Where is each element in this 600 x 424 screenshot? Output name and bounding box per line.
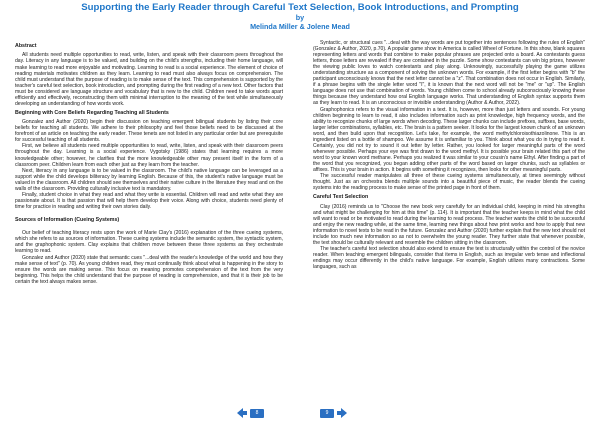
- next-arrow-icon[interactable]: [336, 407, 348, 419]
- byline-by: by: [295, 13, 305, 22]
- page-header: [0, 2, 600, 31]
- paragraph: Syntactic, or structural cues "...deal with the way words are put together into sentences following the rules of English" (Gonzalez & Author, 2020, p.70). A popular game show in America is called Wheel of Fortune. In this show, blank squares representing letters and words that combine to make popular phrases are projected onto a board. As contestants guess letters, those letters are revealed if they are contained in the puzzle. Some show contestants can win big prizes, however the viewing public loves to watch contestants and play along. Unknowingly, successfully playing the game utilizes understanding structure as a component of solving the unknown words. For example, if the first letter begins with "b" the participant unconsciously knows that the next letter cannot be a "z". That combination does not occur in English. Similarly, if a phrase begins with the single letter word "I", it is known that the next word will not be "me" or "up". The English language does not use that combination of words. Young children come to school already subconsciously knowing these things because they understand how oral English language works. That understanding of English syntax supports them as they learn to read. It is an unconscious or invisible understanding (Author & Author, 2022).: [313, 40, 585, 107]
- paragraph: The teacher's careful text selection should also extend to ensure the text is structurally within the control of the novice reader. When teaching emergent bilinguals, consider that items in English, such as irregular verb tense and inflectional endings may occur differently in the child's native language. For example, English utilizes many contractions. Some languages, such as: [313, 245, 585, 271]
- paragraph: Clay (2016) reminds us to "Choose the new book very carefully for an individual child, keeping in mind his strengths and what might be challenging for him at this time" (p. 114). It is important that the teacher keeps in mind what the child will want to read or be motivated to read during the learning to read process. The teacher wants the child to be successful and enjoy the new reading while, at the same time, learning new things about how print works and how to apply that new information to novel texts to be read in the future. Gonzalez and Author (2020) further explain that the new text should not include too much new information so as not to overwhelm the young reader. They further state that whenever possible, the text should be culturally relevant and resemble the children sitting in the classroom.: [313, 203, 585, 246]
- section-heading-cueing-systems: Sources of Information (Cueing Systems): [15, 216, 120, 223]
- article-authors: Melinda Miller & Jolene Mead: [250, 22, 350, 31]
- page-footer: [0, 405, 600, 421]
- abstract-heading: Abstract: [15, 43, 37, 49]
- prev-page-control[interactable]: [236, 407, 264, 419]
- paragraph: Gonzalez and Author (2020) begin their discussion on teaching emergent bilingual students by listing their core beliefs for teaching all students. We adhere to their philosophy and feel those beliefs need to be discussed at the forefront of an article on teaching the early reader. These tenets are not listed in any particular order but are prerequisite for successful teaching of all students.: [15, 119, 283, 144]
- paragraph: Our belief of teaching literacy rests upon the work of Marie Clay's (2016) explanation of the three cueing systems, which she refers to as sources of information. These cueing systems include the semantic system, the syntactic system, and the graphophonic system. Clay explains that children move between these three systems as they orchestrate learning to read.: [15, 230, 283, 255]
- paragraph: Finally, student choice in what they read and what they write is essential. Children will read and write what they are passionate about. It is that passion that will help them develop their voice. Along with choice, students need plenty of time for practice in reading and writing their own stories daily.: [15, 191, 283, 210]
- left-column: [15, 40, 283, 285]
- paragraph: Next, literacy in any language is to be valued in the classroom. The child's native language can be leveraged as a support while the child develops biliteracy by learning English. Because of this, the student's native language must be valued in the classroom. All children should see themselves and their native culture in the literature they read and on the walls of the classroom. Providing culturally inclusive text is mandatory.: [15, 167, 283, 192]
- page-number-right: 9: [320, 409, 334, 418]
- paragraph: Graphophonics refers to the visual information in a text. It is, however, more than just letters and sounds. For young children beginning to learn to read, it also includes information such as print knowledge, high frequency words, and the ability to recognize chunks of large words when decoding. These larger chunks can include prefixes, suffixes, base words, larger letter combinations, syllables, etc. The brain is a pattern seeker. It looks for the largest known chunk of an unknown word, and then build upon that recognition. Let's take, for example, the word methylchloroisothiazolinone. This is an ingredient listed on a bottle of shampoo. We assume it is unfamiliar to you. Think about what you do in trying to read it. Certainly, you did not try to sound it out letter by letter. Rather, you looked for larger meaningful parts of the word whenever possible. Perhaps your eye was first drawn to the word methyl. It is possible your brain related this part of the word to your known word methane. Perhaps you realized it was similar to your cousin's name Ethyl. After finding a part of the word that you recognized, you began adding other parts of the word based on larger chunks, such as syllables or affixes. This is your brain in action. It begins with something it recognizes, then looks for other meaningful parts.: [313, 106, 585, 173]
- paragraph: Gonzalez and Author (2020) state that semantic cues "...deal with the reader's knowledge of the world and how they make sense of text" (p. 70). As young children read, they must continually think about what is happening in the story to ensure the words are making sense. This focus on meaning promotes comprehension of the text from the very beginning. This helps the child understand that the purpose of reading is comprehension, and that it is their job to be certain the text always makes sense.: [15, 254, 283, 285]
- section-heading-text-selection: Careful Text Selection: [313, 194, 369, 201]
- article-title: Supporting the Early Reader through Careful Text Selection, Book Introductions, and Prompting: [81, 2, 519, 13]
- paragraph: The successful reader manipulates all three of these cueing systems simultaneously, at times seemingly without thought. Just as an orchestra blends multiple sounds into a beautiful piece of music, the reader blends the cueing systems into the reading process to make sense of the printed page in front of them.: [313, 173, 585, 192]
- next-page-control[interactable]: [320, 407, 348, 419]
- right-column: [313, 40, 585, 270]
- prev-arrow-icon[interactable]: [236, 407, 248, 419]
- paragraph: First, we believe all students need multiple opportunities to read, write, listen, and speak with their classroom peers throughout the day. Learning is a social experience. Vygotsky (1986) states that learning requires a more knowledgeable other; however, he clarifies that the more knowledgeable other may present itself in the form of a classroom peer. Children learn from each other just as they learn from the teacher.: [15, 143, 283, 168]
- section-heading-core-beliefs: Beginning with Core Beliefs Regarding Teaching all Students: [15, 109, 169, 116]
- abstract-paragraph: All students need multiple opportunities to read, write, listen, and speak with their classroom peers throughout the day. Literacy in any language is to be valued, and building on the child's strengths, including their home language, will make learning to read more enjoyable and motivating. Learning to read is a social experience. The element of choice of reading materials motivates children as they learn. Learning to read must also always focus on comprehension. The child must understand that the purpose of reading is to make sense of the text. This comprehension is supported by the teacher's careful text selection, book introduction, and prompting during the first reading of a new text. Other factors that must be considered are language structure and vocabulary that is new to the child. Children need to take words apart efficiently and effectively, reconstructing them with minimal interruption to the meaning of the text while simultaneously developing an understanding of how words work.: [15, 52, 283, 107]
- page-number-left: 8: [250, 409, 264, 418]
